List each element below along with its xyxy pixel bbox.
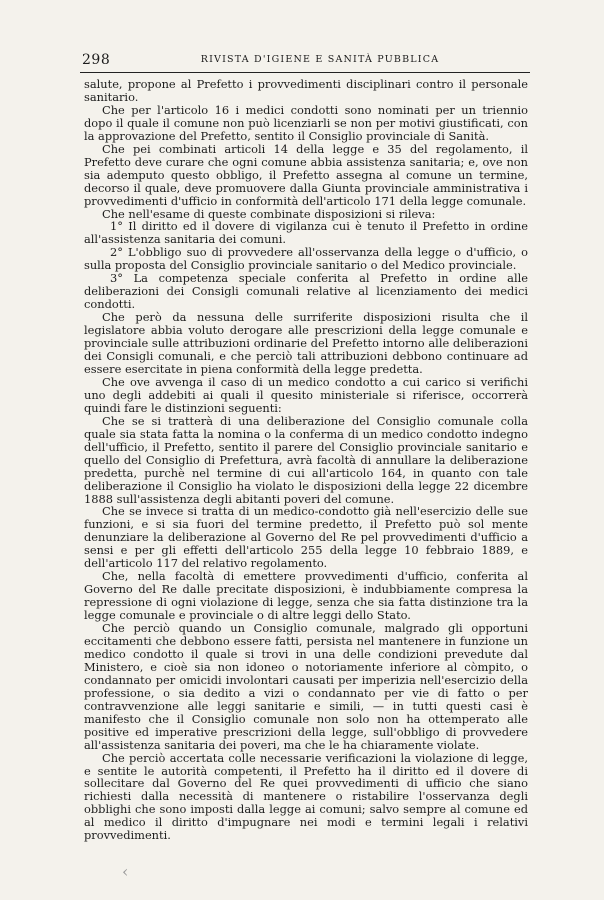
running-title: RIVISTA D'IGIENE E SANITÀ PUBBLICA xyxy=(200,54,440,65)
paragraph: Che però da nessuna delle surriferite disposizioni risulta che il legislatore abbia voluto derogare alle prescrizioni della legge comunale e provinciale sulle attribuzioni ordinarie del Prefetto intorno alle deliberazioni dei Consigli comunali, e che perciò tali attribuzioni debbono continuare ad essere esercitate in piena conformità della legge predetta. xyxy=(84,310,528,376)
paragraph-continued: salute, propone al Prefetto i provvedimenti disciplinari contro il personale sanitario. xyxy=(84,77,528,104)
list-item: 3° La competenza speciale conferita al Prefetto in ordine alle deliberazioni dei Consigli comunali relative al licenziamento dei medici condotti. xyxy=(84,271,528,312)
paragraph: Che ove avvenga il caso di un medico condotto a cui carico si verifichi uno degli addebiti ai quali il quesito ministeriale si riferisce, occorrerà quindi fare le distinzioni seguenti: xyxy=(84,374,528,415)
page-header xyxy=(82,52,528,70)
paragraph: Che se invece si tratta di un medico-condotto già nell'esercizio delle sue funzioni, e si sia fuori del termine predetto, il Prefetto può sol mente denunziare la deliberazione al Governo del Re pel provvedimenti d'ufficio a sensi e per gli effetti dell'articolo 255 della legge 10 febbraio 1889, e dell'articolo 117 del relativo regolamento. xyxy=(84,504,528,571)
page-number: 298 xyxy=(82,52,111,68)
paragraph: Che pei combinati articoli 14 della legge e 35 del regolamento, il Prefetto deve curare che ogni comune abbia assistenza sanitaria; e, ove non sia ademputo questo obbligo, il Prefetto assegna al comune un termine, decorso il quale, deve promuovere dalla Giunta provinciale amministrativa i provvedimenti d'ufficio in conformità dell'articolo 171 della legge comunale. xyxy=(84,141,528,208)
paragraph: Che se si tratterà di una deliberazione del Consiglio comunale colla quale sia stata fatta la nomina o la conferma di un medico condotto indegno dell'ufficio, il Prefetto, sentito il parere del Consiglio provinciale sanitario e quello del Consiglio di Prefettura, avrà facoltà di annullare la deliberazione predetta, purchè nel termine di cui all'articolo 164, in quanto con tale deliberazione il Consiglio ha violato le disposizioni della legge 22 dicembre 1888 sull'assistenza degli abitanti poveri del comune. xyxy=(84,413,528,506)
body-text xyxy=(84,77,528,843)
page-edge-mark: ‹ xyxy=(122,862,129,881)
paragraph: Che perciò accertata colle necessarie verificazioni la violazione di legge, e sentite le autorità competenti, il Prefetto ha il diritto ed il dovere di sollecitare dal Governo del Re quei provvedimenti di ufficio che siano richiesti dalla necessità di mantenere o ristabilire l'osservanza degli obblighi che sono imposti dalla legge ai comuni; salvo sempre al comune ed al medico il diritto d'impugnare nei modi e termini legali i relativi provvedimenti. xyxy=(84,750,528,843)
paragraph: Che per l'articolo 16 i medici condotti sono nominati per un triennio dopo il quale il comune non può licenziarli se non per motivi giustificati, con la approvazione del Prefetto, sentito il Consiglio provinciale di Sanità. xyxy=(84,102,528,143)
paragraph: Che nell'esame di queste combinate disposizioni si rileva: xyxy=(102,206,436,221)
list-item: 1° Il diritto ed il dovere di vigilanza cui è tenuto il Prefetto in ordine all'assistenza sanitaria dei comuni. xyxy=(84,219,528,247)
list-item: 2° L'obbligo suo di provvedere all'osservanza della legge o d'ufficio, o sulla proposta del Consiglio provinciale sanitario o del Medico provinciale. xyxy=(84,245,528,273)
paragraph: Che, nella facoltà di emettere provvedimenti d'ufficio, conferita al Governo del Re dalle precitate disposizioni, è indubbiamente compresa la repressione di ogni violazione di legge, senza che sia fatta distinzione tra la legge comunale e provinciale o di altre leggi dello Stato. xyxy=(84,569,528,623)
header-rule xyxy=(80,72,530,73)
paragraph: Che perciò quando un Consiglio comunale, malgrado gli opportuni eccitamenti che debbono essere fatti, persista nel mantenere in funzione un medico condotto il quale si trovi in una delle condizioni prevedute dal Ministero, e cioè sia non idoneo o notoriamente inferiore al còmpito, o condannato per omicidi involontari causati per imperizia nell'esercizio della professione, o sia dedito a vizi o condannato per vie di fatto o per contravvenzione alle leggi sanitarie e simili, — in tutti questi casi è manifesto che il Consiglio comunale non solo non ha ottemperato alle positive ed imperative prescrizioni della legge, sull'obbligo di provvedere all'assistenza sanitaria dei poveri, ma che le ha chiaramente violate. xyxy=(84,621,528,752)
